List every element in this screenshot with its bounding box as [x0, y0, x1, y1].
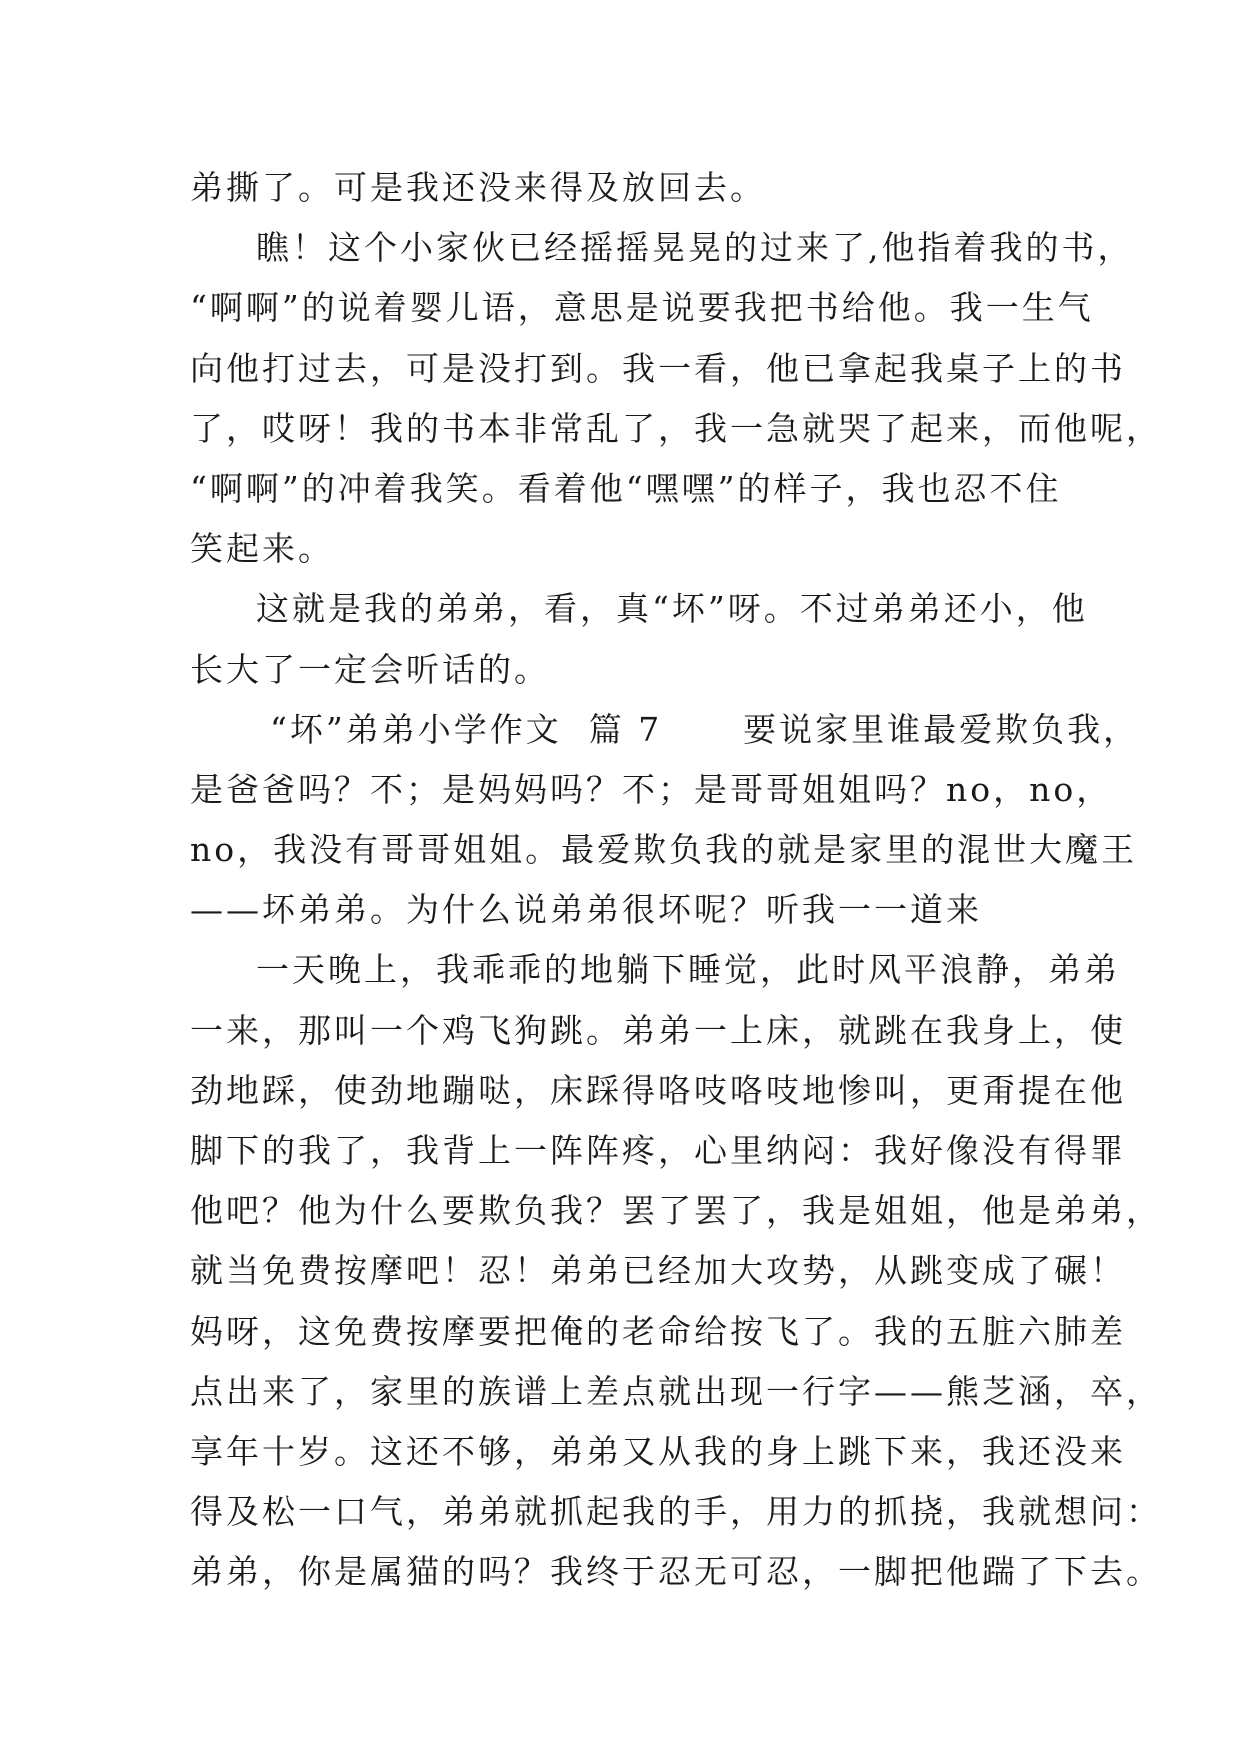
- text-line: 长大了一定会听话的。: [190, 649, 550, 689]
- text-line: 劲地踩，使劲地蹦哒，床踩得咯吱咯吱地惨叫，更甭提在他: [190, 1070, 1126, 1110]
- text-line: 一天晚上，我乖乖的地躺下睡觉，此时风平浪静，弟弟: [256, 950, 1120, 990]
- body-text: [190, 158, 1162, 1603]
- text-line: 就当免费按摩吧！忍！弟弟已经加大攻势，从跳变成了碾！: [190, 1251, 1126, 1291]
- text-line: 弟撕了。可是我还没来得及放回去。: [190, 168, 766, 207]
- text-line: 这就是我的弟弟，看，真“坏”呀。不过弟弟还小，他: [256, 589, 1088, 629]
- text-line: 向他打过去，可是没打到。我一看，他已拿起我桌子上的书: [190, 348, 1126, 388]
- text-line: “啊啊”的说着婴儿语，意思是说要我把书给他。我一生气: [190, 288, 1094, 328]
- text-line: 是爸爸吗？不；是妈妈吗？不；是哥哥姐姐吗？no，no，: [190, 769, 1113, 809]
- text-line: no，我没有哥哥姐姐。最爱欺负我的就是家里的混世大魔王: [190, 830, 1138, 870]
- text-line: 妈呀，这免费按摩要把俺的老命给按飞了。我的五脏六肺差: [190, 1311, 1126, 1351]
- text-line: 了，哎呀！我的书本非常乱了，我一急就哭了起来，而他呢，: [190, 408, 1162, 448]
- text-line: 瞧！这个小家伙已经摇摇晃晃的过来了,他指着我的书，: [256, 228, 1134, 268]
- text-line: 脚下的我了，我背上一阵阵疼，心里纳闷：我好像没有得罪: [190, 1131, 1126, 1170]
- text-line: ——坏弟弟。为什么说弟弟很坏呢？听我一一道来: [190, 890, 982, 930]
- text-line: 点出来了，家里的族谱上差点就出现一行字——熊芝涵，卒，: [190, 1371, 1162, 1411]
- text-line: 笑起来。: [190, 529, 334, 569]
- text-line: 一来，那叫一个鸡飞狗跳。弟弟一上床，就跳在我身上，使: [190, 1010, 1126, 1050]
- text-line: 他吧？他为什么要欺负我？罢了罢了，我是姐姐，他是弟弟，: [190, 1191, 1162, 1231]
- section-title-line: “坏”弟弟小学作文 篇 7 要说家里谁最爱欺负我，: [270, 709, 1140, 749]
- text-line: 得及松一口气，弟弟就抓起我的手，用力的抓挠，我就想问：: [190, 1492, 1162, 1532]
- text-line: 享年十岁。这还不够，弟弟又从我的身上跳下来，我还没来: [190, 1431, 1126, 1471]
- text-line: “啊啊”的冲着我笑。看着他“嘿嘿”的样子，我也忍不住: [190, 468, 1062, 508]
- text-line: 弟弟，你是属猫的吗？我终于忍无可忍，一脚把他踹了下去。: [190, 1552, 1162, 1592]
